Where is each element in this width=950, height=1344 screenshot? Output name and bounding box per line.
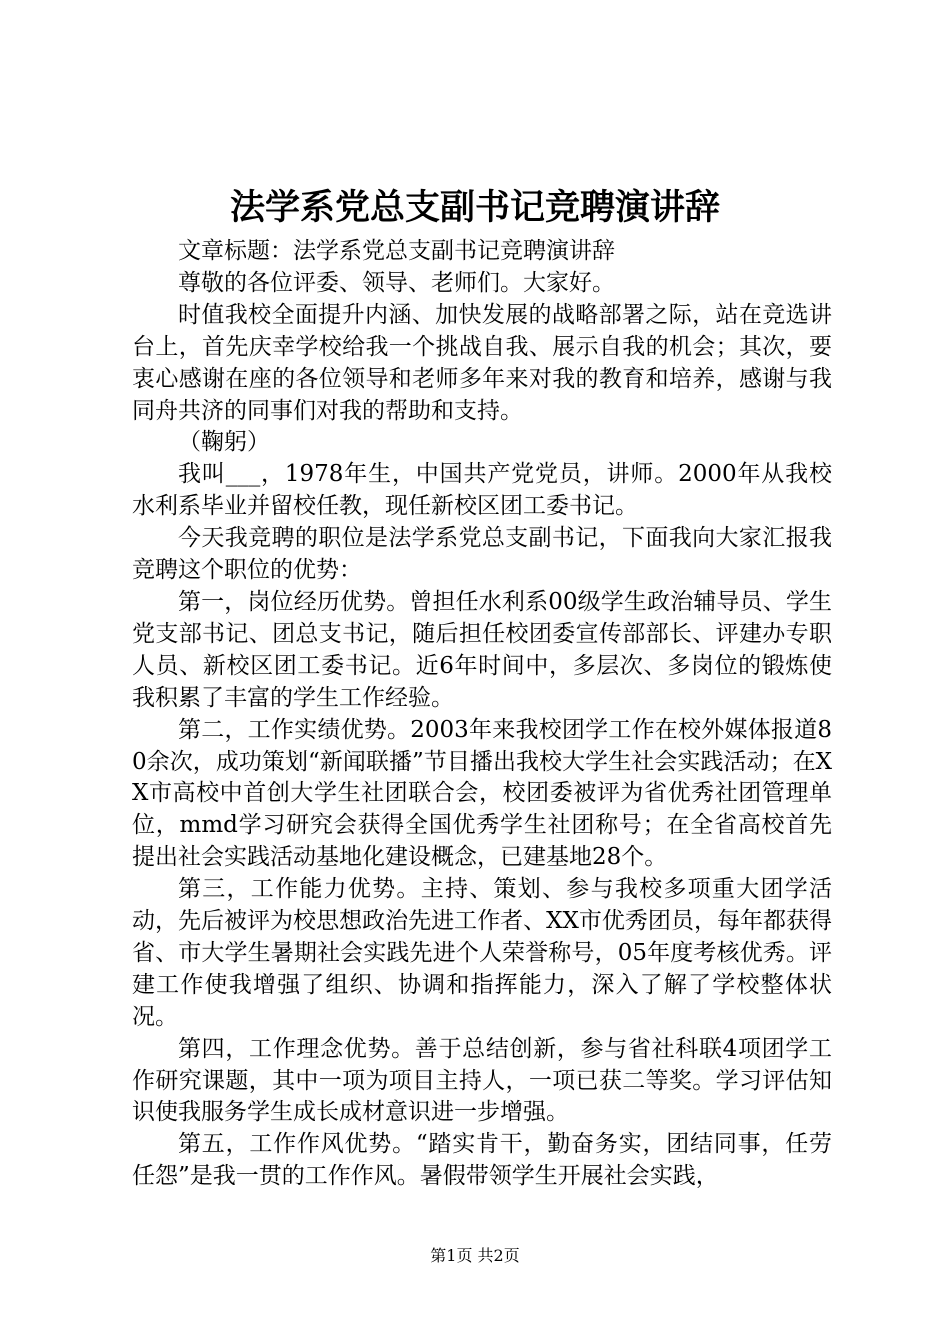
paragraph-bow: （鞠躬） [178, 429, 270, 456]
paragraph-self-intro: 我叫___，1978年生，中国共产党党员，讲师。2000年从我校水利系毕业并留校任教，现任新校区团工委书记。 [132, 461, 832, 520]
paragraph-advantage-2: 第二，工作实绩优势。2003年来我校团学工作在校外媒体报道80余次，成功策划“新闻联播”节目播出我校大学生社会实践活动；在XX市高校中首创大学生社团联合会，校团委被评为省优秀社团管理单位，mmd学习研究会获得全国优秀学生社团称号；在全省高校首先提出社会实践活动基地化建设概念，已建基地28个。 [132, 716, 832, 871]
paragraph-advantage-3: 第三，工作能力优势。主持、策划、参与我校多项重大团学活动，先后被评为校思想政治先进工作者、XX市优秀团员，每年都获得省、市大学生暑期社会实践先进个人荣誉称号，05年度考核优秀。评建工作使我增强了组织、协调和指挥能力，深入了解了学校整体状况。 [132, 876, 832, 1030]
paragraph-position: 今天我竞聘的职位是法学系党总支副书记，下面我向大家汇报我竞聘这个职位的优势： [132, 525, 832, 584]
paragraph-article-title: 文章标题：法学系党总支副书记竞聘演讲辞 [178, 238, 615, 264]
document-title: 法学系党总支副书记竞聘演讲辞 [229, 187, 720, 228]
paragraph-advantage-1: 第一，岗位经历优势。曾担任水利系00级学生政治辅导员、学生党支部书记、团总支书记，随后担任校团委宣传部部长、评建办专职人员、新校区团工委书记。近6年时间中，多层次、多岗位的锻炼使我积累了丰富的学生工作经验。 [132, 588, 832, 711]
paragraph-advantage-4: 第四，工作理念优势。善于总结创新，参与省社科联4项团学工作研究课题，其中一项为项目主持人，一项已获二等奖。学习评估知识使我服务学生成长成材意识进一步增强。 [132, 1035, 832, 1126]
paragraph-advantage-5: 第五，工作作风优势。“踏实肯干，勤奋务实，团结同事，任劳任怨”是我一贯的工作作风。暑假带领学生开展社会实践， [132, 1131, 832, 1190]
document-body [132, 236, 832, 1193]
page-footer: 第1页 共2页 [430, 1246, 520, 1265]
paragraph-opening: 时值我校全面提升内涵、加快发展的战略部署之际，站在竞选讲台上，首先庆幸学校给我一个挑战自我、展示自我的机会；其次，要衷心感谢在座的各位领导和老师多年来对我的教育和培养，感谢与我同舟共济的同事们对我的帮助和支持。 [132, 301, 832, 424]
paragraph-greeting: 尊敬的各位评委、领导、老师们。大家好。 [178, 269, 615, 296]
